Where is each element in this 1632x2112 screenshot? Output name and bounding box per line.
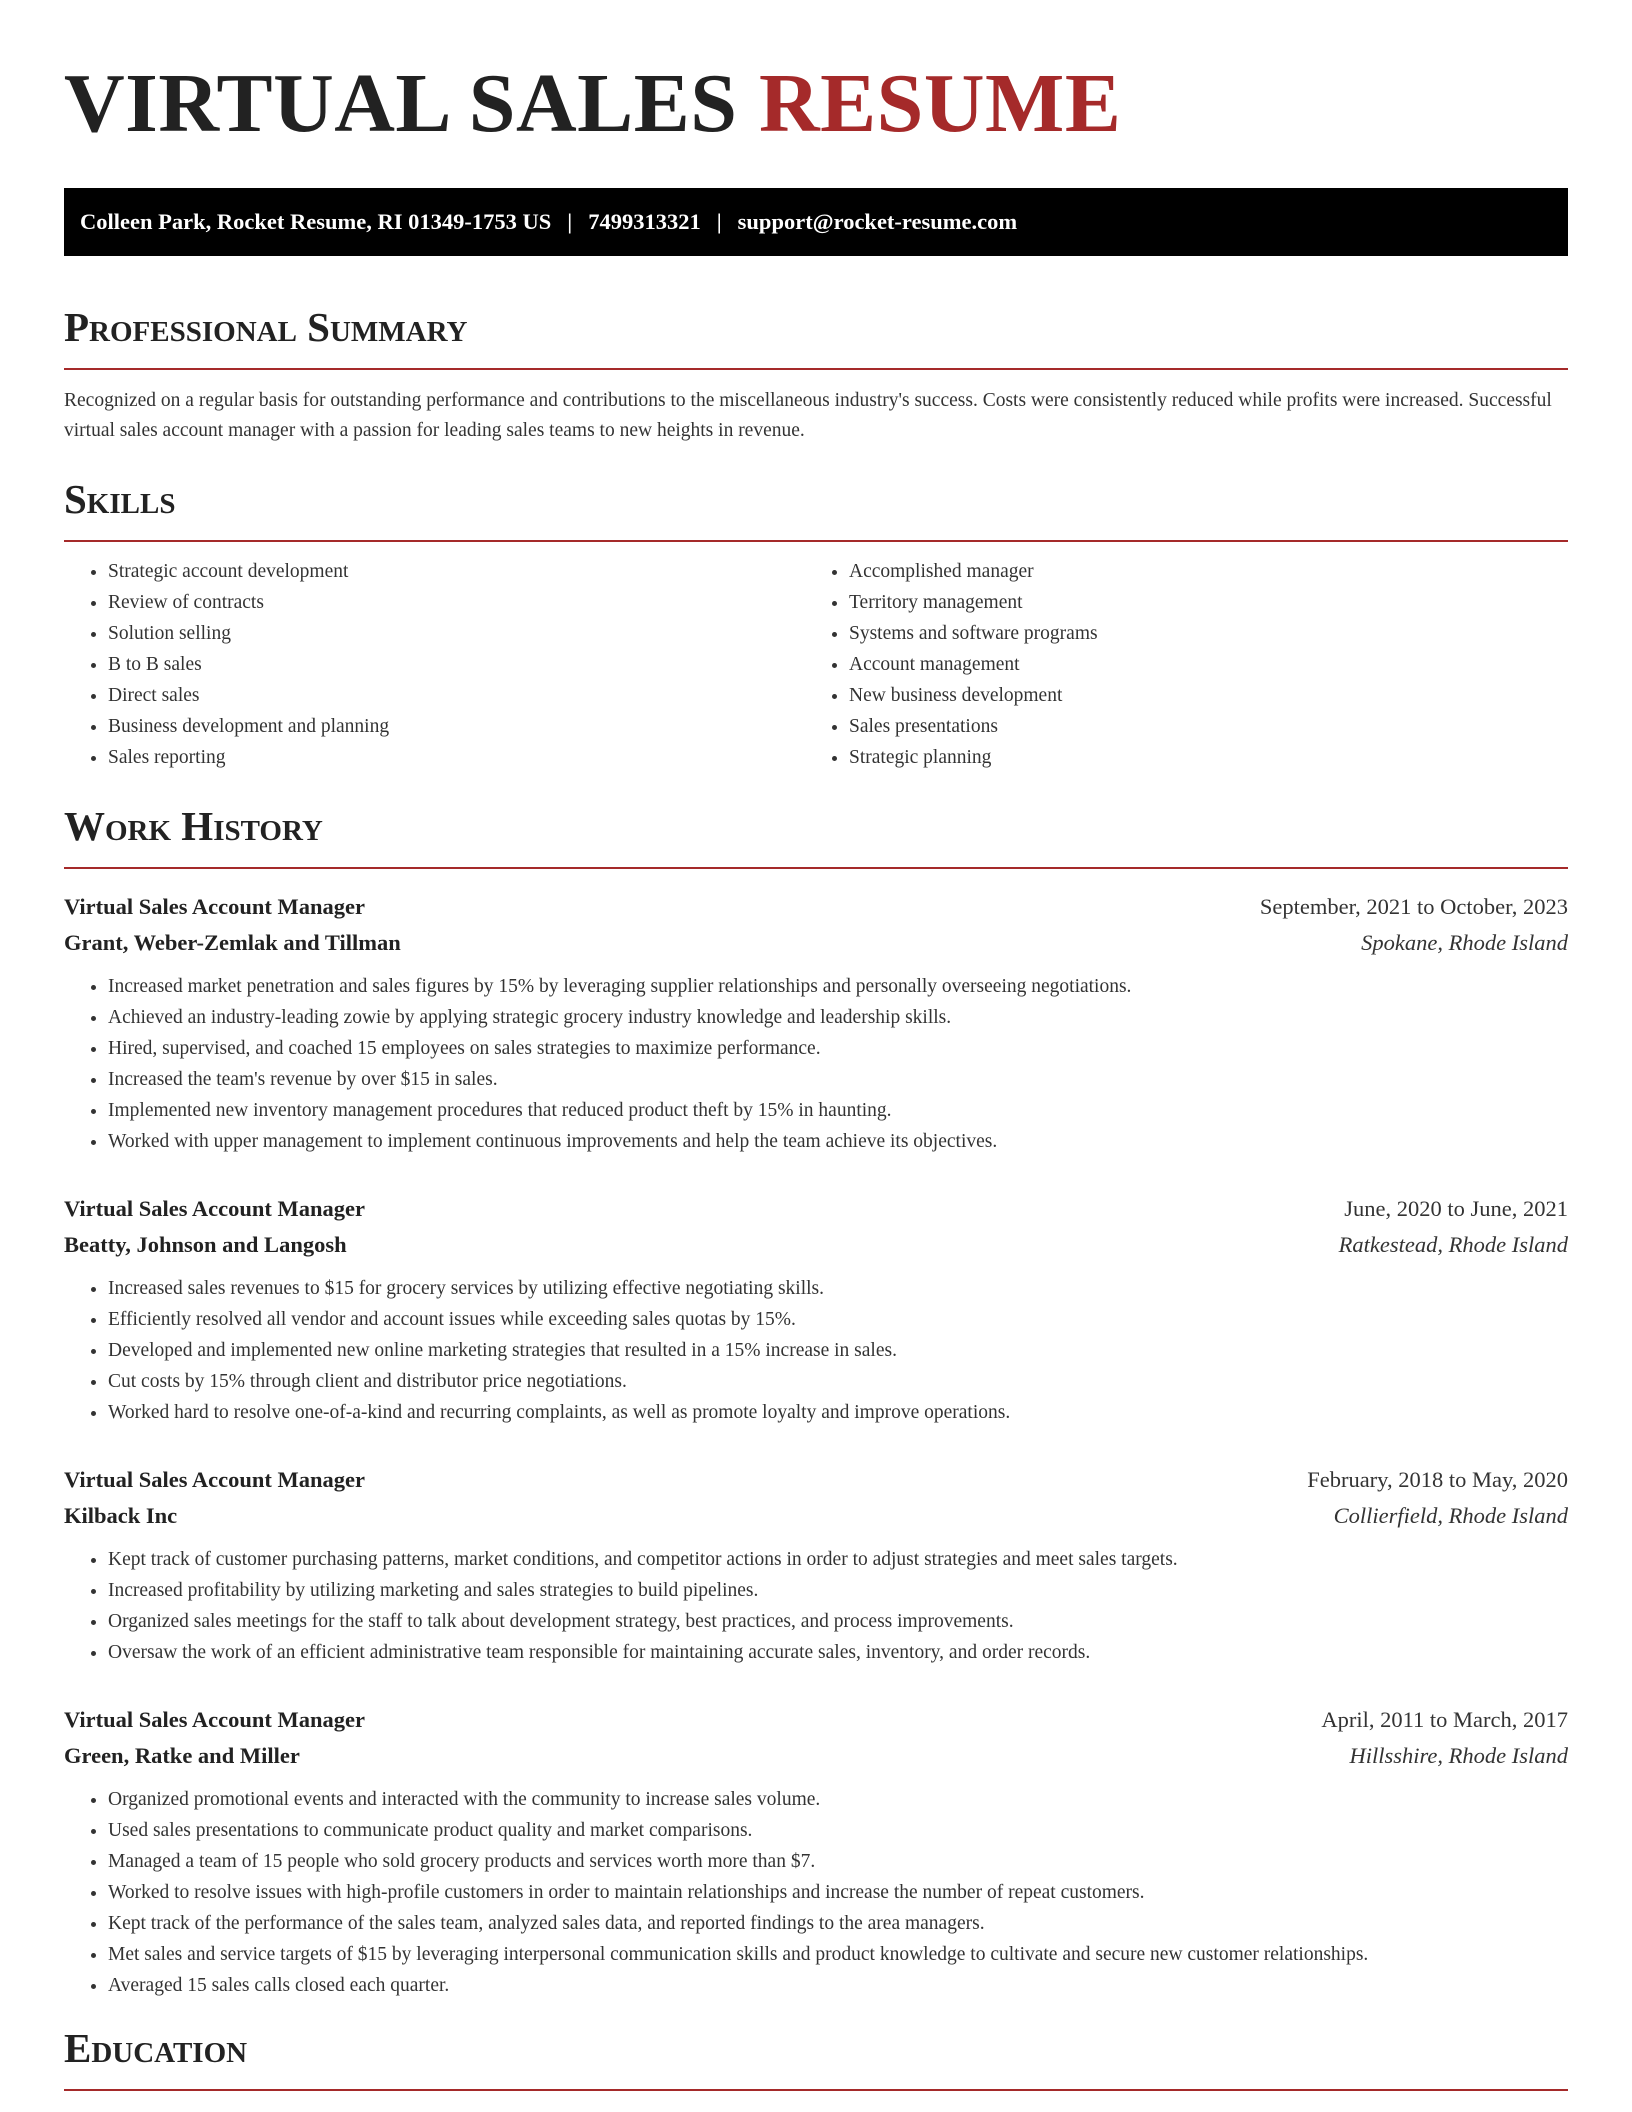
section-title-skills: Skills	[64, 476, 176, 522]
job-dates: February, 2018 to May, 2020	[1307, 1467, 1568, 1492]
job-header-row	[64, 1462, 1568, 1498]
job-bullet: • Worked to resolve issues with high-profile customers in order to maintain relationships and increase the number of repeat customers.	[108, 1877, 1568, 1908]
job-bullet: • Averaged 15 sales calls closed each quarter.	[108, 1970, 1568, 2001]
job-bullets	[64, 971, 1568, 1157]
contact-email: support@rocket-resume.com	[737, 209, 1018, 234]
job-bullet: • Achieved an industry-leading zowie by applying strategic grocery industry knowledge and leadership skills.	[108, 1002, 1568, 1033]
job-company-row	[64, 1498, 1568, 1534]
job-dates: June, 2020 to June, 2021	[1344, 1196, 1568, 1221]
section-divider	[64, 368, 1568, 370]
job-bullet: • Organized promotional events and interacted with the community to increase sales volume.	[108, 1784, 1568, 1815]
skills-list	[64, 556, 1568, 773]
job-header-row	[64, 1191, 1568, 1227]
job-company-row	[64, 1227, 1568, 1263]
skills-column-left	[64, 556, 805, 773]
job-bullet: • Hired, supervised, and coached 15 employees on sales strategies to maximize performance.	[108, 1033, 1568, 1064]
job-dates: April, 2011 to March, 2017	[1321, 1707, 1568, 1732]
job-bullet: • Worked hard to resolve one-of-a-kind and recurring complaints, as well as promote loyalty and improve operations.	[108, 1397, 1568, 1428]
contact-phone: 7499313321	[588, 209, 701, 234]
job-bullet: • Efficiently resolved all vendor and account issues while exceeding sales quotas by 15%.	[108, 1304, 1568, 1335]
job-bullets	[64, 1544, 1568, 1668]
contact-address: Colleen Park, Rocket Resume, RI 01349-1753 US	[80, 209, 552, 234]
section-title-work-history: Work History	[64, 803, 323, 849]
job-title: Virtual Sales Account Manager	[64, 894, 366, 919]
job-company-row	[64, 925, 1568, 961]
skill-item: • Sales presentations	[849, 711, 1546, 742]
job-bullet: • Increased profitability by utilizing marketing and sales strategies to build pipelines.	[108, 1575, 1568, 1606]
job-bullet: • Kept track of customer purchasing patterns, market conditions, and competitor actions in order to adjust strategies and meet sales targets.	[108, 1544, 1568, 1575]
skill-item: • Strategic account development	[108, 556, 805, 587]
skills-column-right	[805, 556, 1546, 773]
resume-title-accent: RESUME	[758, 57, 1122, 150]
skill-item: • New business development	[849, 680, 1546, 711]
skill-item: • Strategic planning	[849, 742, 1546, 773]
job-company: Green, Ratke and Miller	[64, 1743, 300, 1768]
skill-item: • Sales reporting	[108, 742, 805, 773]
section-divider	[64, 540, 1568, 542]
job-bullet: • Increased market penetration and sales figures by 15% by leveraging supplier relationships and personally overseeing negotiations.	[108, 971, 1568, 1002]
job-dates: September, 2021 to October, 2023	[1259, 894, 1568, 919]
skill-item: • Solution selling	[108, 618, 805, 649]
job-bullet: • Increased sales revenues to $15 for grocery services by utilizing effective negotiating skills.	[108, 1273, 1568, 1304]
job-entry	[64, 889, 1568, 1157]
job-bullet: • Cut costs by 15% through client and distributor price negotiations.	[108, 1366, 1568, 1397]
job-header-row	[64, 889, 1568, 925]
contact-separator: |	[716, 209, 722, 234]
job-bullets	[64, 1273, 1568, 1428]
job-bullet: • Worked with upper management to implement continuous improvements and help the team achieve its objectives.	[108, 1126, 1568, 1157]
job-bullets	[64, 1784, 1568, 2001]
contact-bar	[64, 188, 1568, 256]
job-company: Beatty, Johnson and Langosh	[64, 1232, 347, 1257]
contact-separator: |	[567, 209, 573, 234]
job-bullet: • Used sales presentations to communicate product quality and market comparisons.	[108, 1815, 1568, 1846]
job-entry	[64, 1191, 1568, 1428]
job-bullet: • Kept track of the performance of the sales team, analyzed sales data, and reported findings to the area managers.	[108, 1908, 1568, 1939]
section-divider	[64, 2089, 1568, 2091]
skill-item: • Territory management	[849, 587, 1546, 618]
job-location: Spokane, Rhode Island	[1361, 930, 1568, 955]
skill-item: • Systems and software programs	[849, 618, 1546, 649]
job-company: Grant, Weber-Zemlak and Tillman	[64, 930, 401, 955]
skill-item: • Business development and planning	[108, 711, 805, 742]
job-bullet: • Oversaw the work of an efficient administrative team responsible for maintaining accurate sales, inventory, and order records.	[108, 1637, 1568, 1668]
section-divider	[64, 867, 1568, 869]
job-location: Hillsshire, Rhode Island	[1349, 1743, 1568, 1768]
skill-item: • Accomplished manager	[849, 556, 1546, 587]
skill-item: • B to B sales	[108, 649, 805, 680]
job-bullet: • Developed and implemented new online marketing strategies that resulted in a 15% increase in sales.	[108, 1335, 1568, 1366]
skill-item: • Review of contracts	[108, 587, 805, 618]
job-company-row	[64, 1738, 1568, 1774]
resume-title-main: VIRTUAL SALES	[64, 57, 738, 150]
skill-item: • Account management	[849, 649, 1546, 680]
section-title-summary: Professional Summary	[64, 304, 468, 350]
job-title: Virtual Sales Account Manager	[64, 1707, 366, 1732]
job-title: Virtual Sales Account Manager	[64, 1467, 366, 1492]
summary-text: Recognized on a regular basis for outstanding performance and contributions to the miscellaneous industry's success. Costs were consistently reduced while profits were increased. Successful virtual sales account manager with a passion for leading sales teams to new heights in revenue.	[64, 390, 1552, 441]
job-bullet: • Implemented new inventory management procedures that reduced product theft by 15% in haunting.	[108, 1095, 1568, 1126]
job-entry	[64, 1702, 1568, 2001]
job-bullet: • Managed a team of 15 people who sold grocery products and services worth more than $7.	[108, 1846, 1568, 1877]
job-company: Kilback Inc	[64, 1503, 178, 1528]
job-entry	[64, 1462, 1568, 1668]
job-bullet: • Met sales and service targets of $15 by leveraging interpersonal communication skills and product knowledge to cultivate and secure new customer relationships.	[108, 1939, 1568, 1970]
job-bullet: • Organized sales meetings for the staff to talk about development strategy, best practices, and process improvements.	[108, 1606, 1568, 1637]
job-bullet: • Increased the team's revenue by over $15 in sales.	[108, 1064, 1568, 1095]
job-location: Collierfield, Rhode Island	[1333, 1503, 1568, 1528]
job-header-row	[64, 1702, 1568, 1738]
job-title: Virtual Sales Account Manager	[64, 1196, 366, 1221]
skill-item: • Direct sales	[108, 680, 805, 711]
job-location: Ratkestead, Rhode Island	[1338, 1232, 1568, 1257]
section-title-education: Education	[64, 2025, 248, 2071]
resume-title	[64, 58, 1568, 150]
